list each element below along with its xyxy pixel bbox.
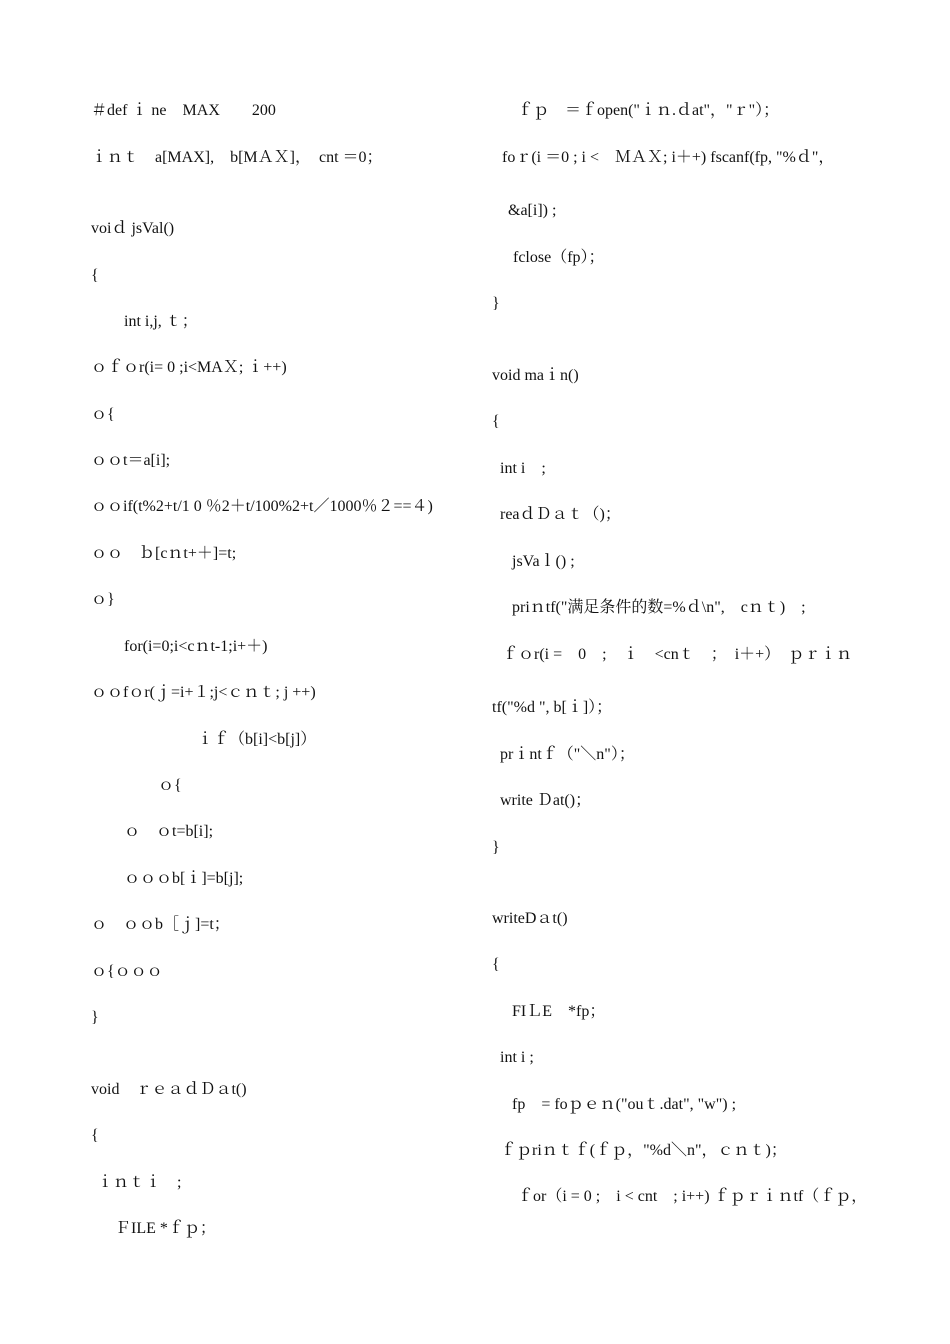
code-line: ｏｏfｏr(ｊ=i+１;j<ｃｎｔ; j ++) xyxy=(91,684,316,701)
code-line: void ｒｅａｄＤａt() xyxy=(91,1081,247,1098)
code-line: ｏ{ xyxy=(91,406,115,423)
code-line: prｉntｆ（"＼n"）； xyxy=(500,746,635,763)
code-line: FIＬE *fp； xyxy=(512,1003,606,1020)
code-line: ｏｏif(t%2+t/1 0 ％2＋t/100%2+t／1000％２==４) xyxy=(91,498,433,515)
code-line: { xyxy=(91,267,99,284)
code-line: writeDａt() xyxy=(492,910,568,927)
code-line: } xyxy=(492,839,500,856)
code-line: reaｄＤａｔ（)； xyxy=(500,506,621,523)
code-line: write Ｄat()； xyxy=(500,792,592,809)
code-line: ｉｆ（b[i]<b[j]） xyxy=(197,731,317,748)
code-line: ｉｎｔｉ ; xyxy=(97,1174,182,1191)
code-line: int i ; xyxy=(500,460,546,477)
code-line: priｎtf("满足条件的数=%ｄ\n", cｎｔ) ; xyxy=(512,599,806,616)
code-line: ｆｏr(i = 0 ; ｉ <cnｔ ； i＋+） ｐｒｉｎ xyxy=(502,646,853,663)
code-line: ｏ{ｏｏｏ xyxy=(91,963,163,980)
code-line: ＦILE *ｆｐ； xyxy=(115,1220,216,1237)
code-line: { xyxy=(492,413,500,430)
code-line: ＃def ｉ ne MAX 200 xyxy=(91,102,276,119)
code-line: void maｉn() xyxy=(492,367,579,384)
code-line: ｏ} xyxy=(91,591,115,608)
code-line: fp = foｐｅｎ("ouｔ.dat", "w") ; xyxy=(512,1096,737,1113)
code-line: jsVaｌ() ; xyxy=(512,553,575,570)
code-line: ｆｐriｎｔｆ(ｆｐ，"%d＼n"，ｃｎｔ)； xyxy=(500,1142,787,1159)
code-line: ｏｆｏr(i= 0 ;i<MAＸ; ｉ++) xyxy=(91,359,287,376)
code-line: ｆｐ ＝ｆopen("ｉｎ.ｄat"，"ｒ"）； xyxy=(517,102,780,119)
code-line: ｏ{ xyxy=(158,777,182,794)
code-line: { xyxy=(91,1127,99,1144)
code-line: int i ; xyxy=(500,1049,534,1066)
code-line: foｒ(i ＝0 ; i < ＭＡＸ; i＋+) fscanf(fp, "%ｄ"， xyxy=(502,149,835,166)
code-line: { xyxy=(492,956,500,973)
code-line: tf("%d ", b[ｉ]）； xyxy=(492,699,613,716)
code-line: voiｄ jsVal() xyxy=(91,220,175,237)
code-line: for(i=0;i<cｎt-1;i+＋) xyxy=(124,638,268,655)
code-line: ｏｏ ｂ[cｎt+＋]=t; xyxy=(91,545,237,562)
code-line: ｏ ｏt=b[i]; xyxy=(124,823,214,840)
code-line: int i,j, ｔ； xyxy=(124,313,198,330)
code-line: ｆor（i = 0 ; i < cnt ; i++) ｆｐｒｉｎtf（ｆｐ， xyxy=(517,1188,868,1205)
code-line: } xyxy=(492,295,500,312)
code-line: fclose（fp）； xyxy=(513,249,605,266)
code-line: ｏｏｏb[ｉ]=b[j]; xyxy=(124,870,244,887)
code-line: ｏ ｏｏb［ｊ]=t； xyxy=(91,916,230,933)
code-line: ｉｎｔ a[MAX], b[MＡＸ]， cnt ＝0； xyxy=(91,149,383,166)
code-line: &a[i]) ; xyxy=(508,202,557,219)
code-line: ｏｏt＝a[i]; xyxy=(91,452,171,469)
code-line: } xyxy=(91,1009,99,1026)
